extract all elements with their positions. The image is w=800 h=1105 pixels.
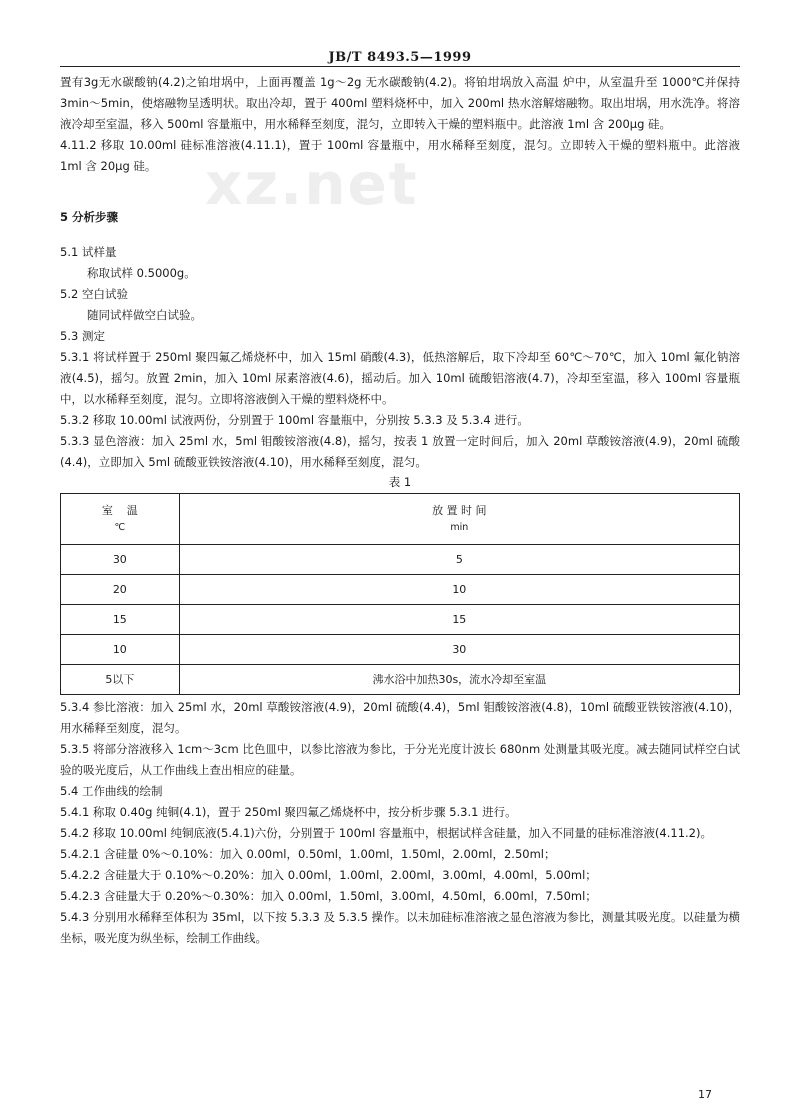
cell-temp: 20 [61,575,180,605]
paragraph-5-3-2: 5.3.2 移取 10.00ml 试液两份，分别置于 100ml 容量瓶中，分别按 5.3.3 及 5.3.4 进行。 [60,413,529,427]
cell-time: 5 [179,545,739,575]
paragraph-5-4-2: 5.4.2 移取 10.00ml 纯铜底液(5.4.1)六份，分别置于 100ml 容量瓶中，根据试样含硅量，加入不同量的硅标准溶液(4.11.2)。 [60,826,712,840]
cell-time: 30 [179,635,739,665]
paragraph-5-4-2-1: 5.4.2.1 含硅量 0%～0.10%：加入 0.00ml，0.50ml，1.00ml，1.50ml，2.00ml，2.50ml； [60,847,556,861]
table-header-row [61,494,740,545]
cell-time: 15 [179,605,739,635]
cell-temp: 10 [61,635,180,665]
paragraph-continued: 置有3g无水碳酸钠(4.2)之铂坩埚中，上面再覆盖 1g～2g 无水碳酸钠(4.2)。将铂坩埚放入高温 炉中，从室温升至 1000℃并保持 3min～5min，使熔融物呈透明状。取出冷却，置于 400ml 塑料烧杯中，加入 200ml 热水溶解熔融物。取出坩埚，用水洗净。将溶液冷却至室温，移入 500ml 容量瓶中，用水稀释至刻度，混匀，立即转入干燥的塑料瓶中。此溶液 1ml 含 200μg 硅。 [60,75,740,131]
section-5-2-body: 随同试样做空白试验。 [87,308,202,322]
document-body [60,72,740,949]
cell-time: 10 [179,575,739,605]
paragraph-5-3-3: 5.3.3 显色溶液：加入 25ml 水，5ml 钼酸铵溶液(4.8)，摇匀，按表 1 放置一定时间后，加入 20ml 草酸铵溶液(4.9)，20ml 硫酸(4.4)，立即加入 5ml 硫酸亚铁铵溶液(4.10)，用水稀释至刻度，混匀。 [60,434,740,469]
header-room-temperature [61,494,180,545]
cell-temp: 30 [61,545,180,575]
section-5-1-heading: 5.1 试样量 [60,245,117,259]
page-number: 17 [698,1088,712,1101]
paragraph-5-3-1: 5.3.1 将试样置于 250ml 聚四氟乙烯烧杯中，加入 15ml 硝酸(4.3)，低热溶解后，取下冷却至 60℃～70℃，加入 10ml 氟化钠溶液(4.5)，摇匀。放置 2min，加入 10ml 尿素溶液(4.6)，摇动后。加入 10ml 硫酸铝溶液(4.7)，冷却至室温，移入 100ml 容量瓶中，以水稀释至刻度，混匀。立即将溶液倒入干燥的塑料烧杯中。 [60,350,740,406]
header-standing-time-unit: min [450,521,469,533]
section-5-4-heading: 5.4 工作曲线的绘制 [60,784,163,798]
table-row [61,635,740,665]
table-1-title: 表 1 [388,475,412,489]
header-standing-time-label: 放 置 时 间 [432,503,487,517]
header-room-temperature-label: 室 温 [101,503,138,517]
paragraph-4-11-2: 4.11.2 移取 10.00ml 硅标准溶液(4.11.1)，置于 100ml 容量瓶中，用水稀释至刻度，混匀。立即转入干燥的塑料瓶中。此溶液 1ml 含 20μg 硅。 [60,138,740,173]
header-room-temperature-unit: ℃ [114,521,126,533]
cell-temp: 5以下 [61,665,180,695]
table-row [61,665,740,695]
header-rule [60,66,740,67]
table-1 [60,493,740,695]
section-5-heading: 5 分析步骤 [60,210,119,224]
paragraph-5-3-5: 5.3.5 将部分溶液移入 1cm～3cm 比色皿中，以参比溶液为参比，于分光光度计波长 680nm 处测量其吸光度。减去随同试样空白试验的吸光度后，从工作曲线上查出相应的硅量。 [60,742,740,777]
section-5-1-body: 称取试样 0.5000g。 [87,266,196,280]
table-row [61,605,740,635]
paragraph-5-3-4: 5.3.4 参比溶液：加入 25ml 水，20ml 草酸铵溶液(4.9)，20ml 硫酸(4.4)，5ml 钼酸铵溶液(4.8)，10ml 硫酸亚铁铵溶液(4.10)，用水稀释至刻度，混匀。 [60,700,740,735]
paragraph-5-4-3: 5.4.3 分别用水稀释至体积为 35ml，以下按 5.3.3 及 5.3.5 操作。以未加硅标准溶液之显色溶液为参比，测量其吸光度。以硅量为横坐标，吸光度为纵坐标，绘制工作曲线。 [60,910,740,945]
header-standing-time [179,494,739,545]
paragraph-5-4-2-3: 5.4.2.3 含硅量大于 0.20%～0.30%：加入 0.00ml，1.50ml，3.00ml，4.50ml，6.00ml，7.50ml； [60,889,597,903]
watermark: xz.net [205,150,419,218]
paragraph-5-4-1: 5.4.1 称取 0.40g 纯铜(4.1)，置于 250ml 聚四氟乙烯烧杯中，按分析步骤 5.3.1 进行。 [60,805,517,819]
table-row [61,575,740,605]
paragraph-5-4-2-2: 5.4.2.2 含硅量大于 0.10%～0.20%：加入 0.00ml，1.00ml，2.00ml，3.00ml，4.00ml，5.00ml； [60,868,597,882]
section-5-3-heading: 5.3 测定 [60,329,105,343]
cell-time: 沸水浴中加热30s，流水冷却至室温 [179,665,739,695]
cell-temp: 15 [61,605,180,635]
table-row [61,545,740,575]
standard-number-header: JB/T 8493.5—1999 [328,50,472,65]
section-5-2-heading: 5.2 空白试验 [60,287,128,301]
